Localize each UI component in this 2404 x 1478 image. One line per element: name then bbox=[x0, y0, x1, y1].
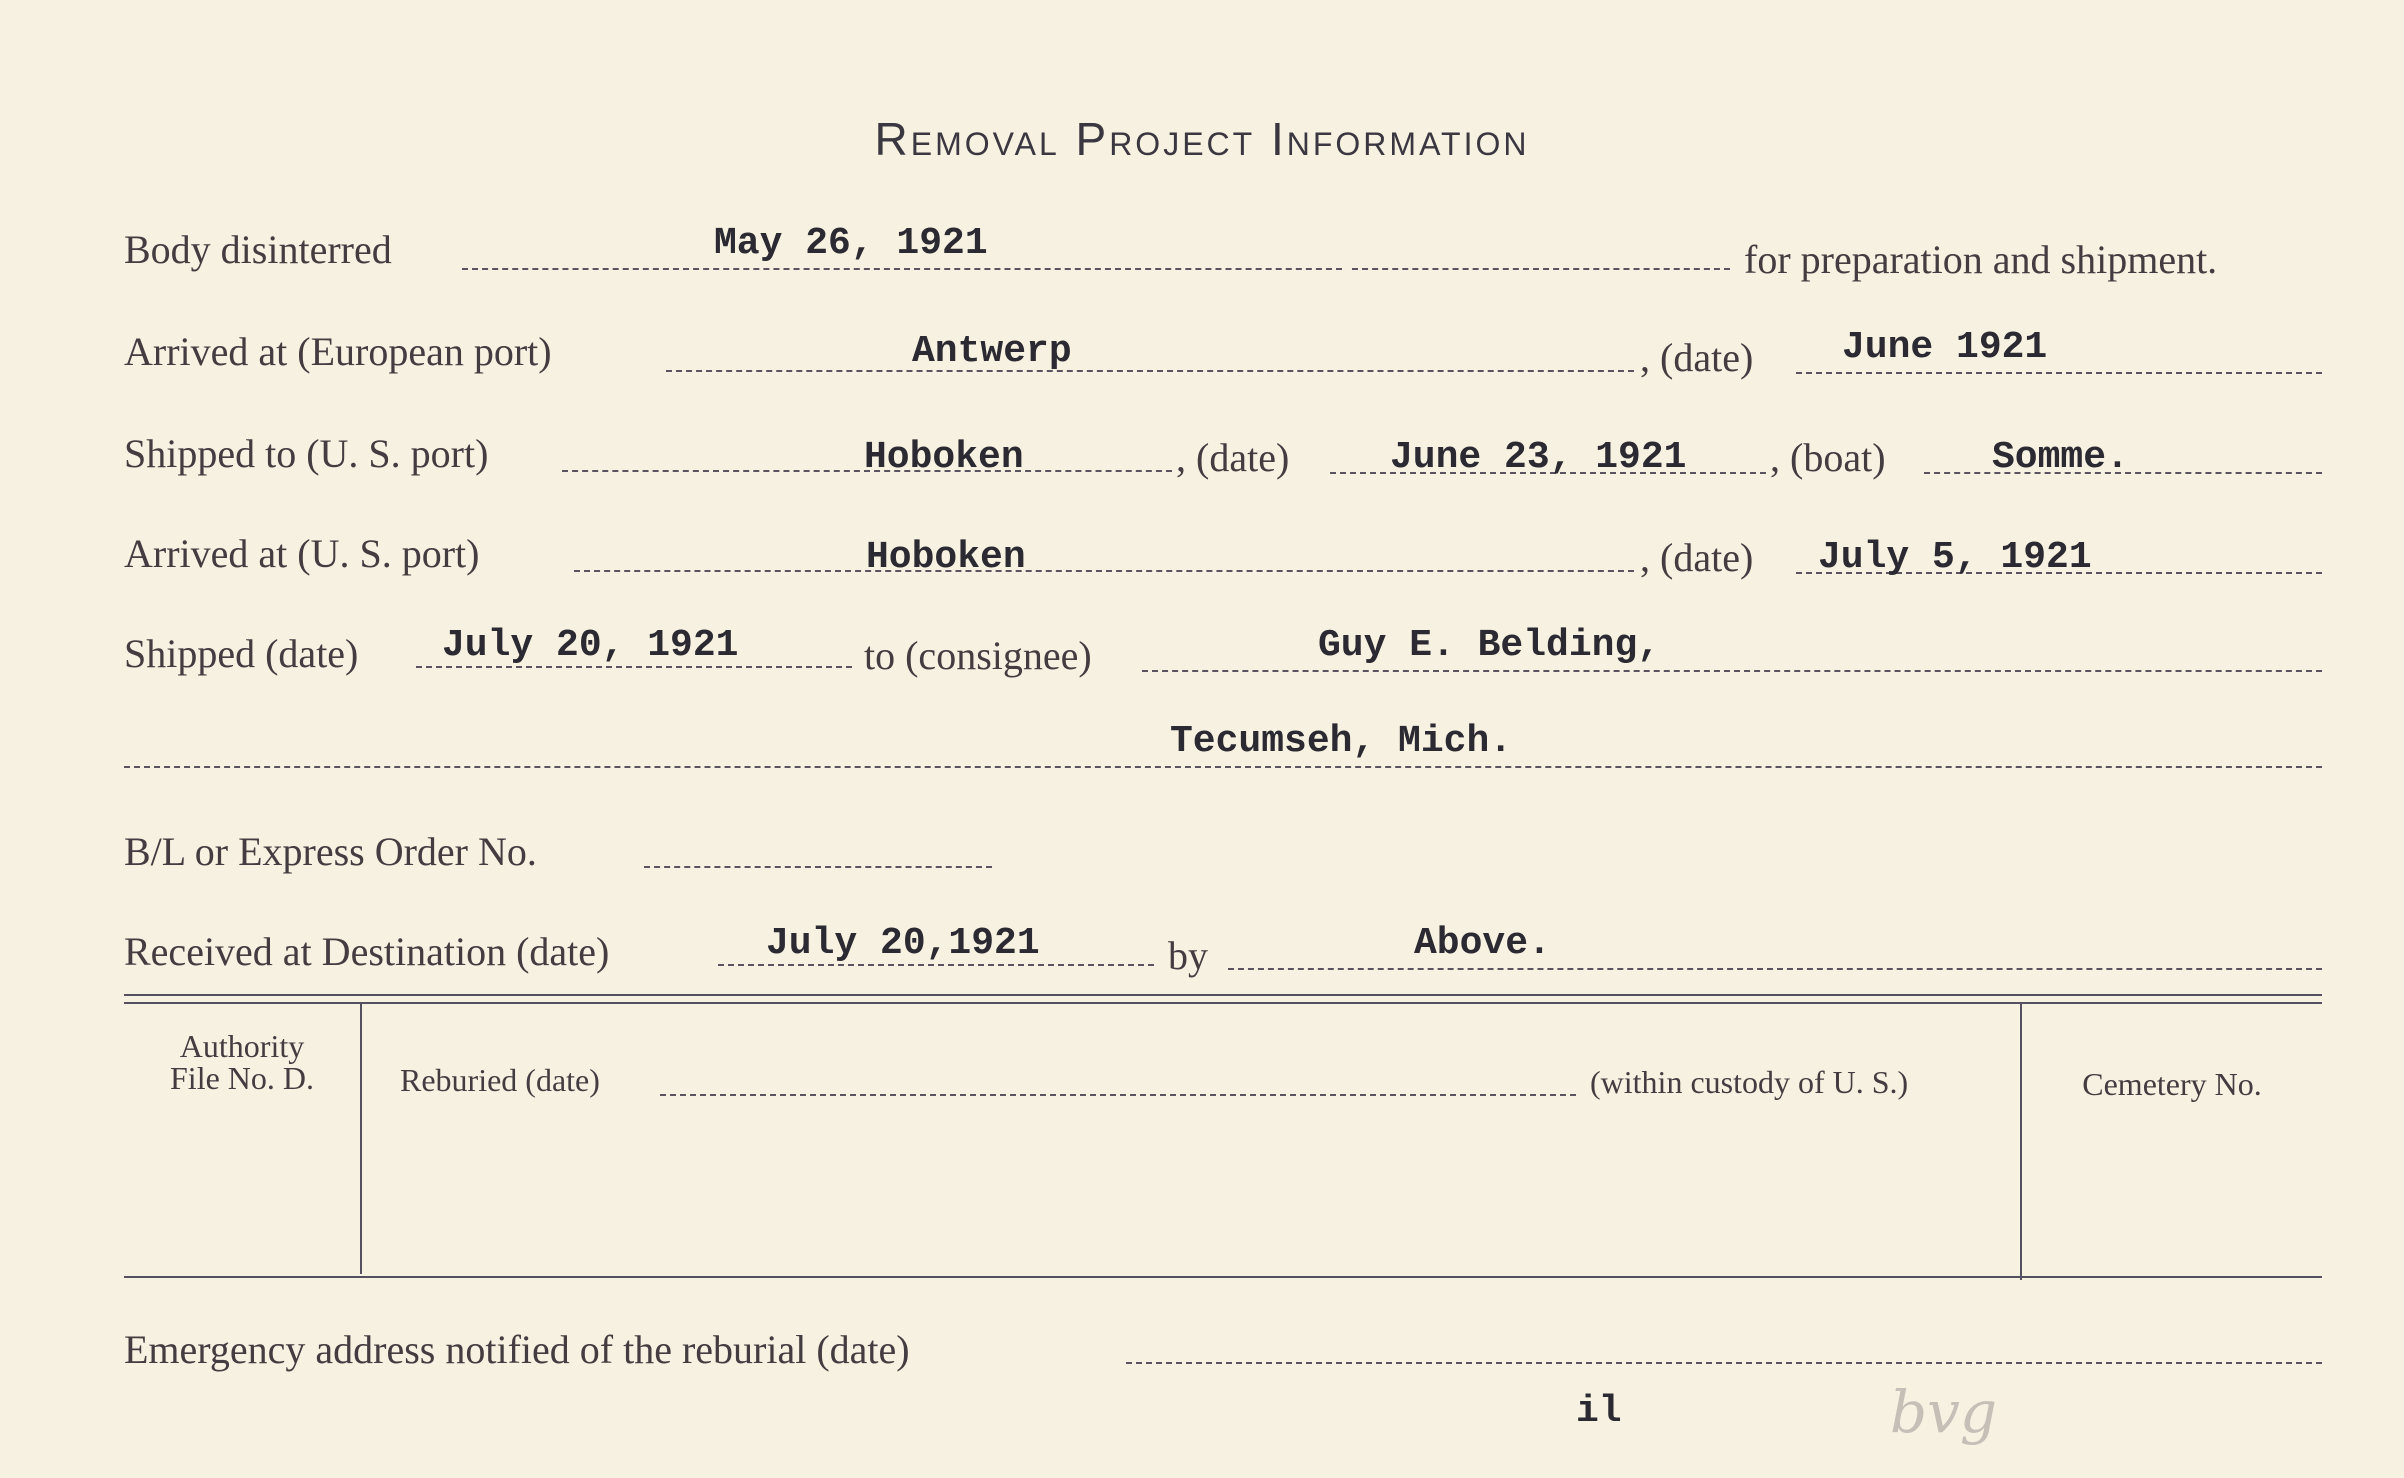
box-divider-left bbox=[360, 1004, 362, 1274]
received-by-value: Above. bbox=[1414, 922, 1551, 965]
label-within-custody: (within custody of U. S.) bbox=[1590, 1064, 1909, 1100]
label-bl-order: B/L or Express Order No. bbox=[124, 829, 537, 874]
label-arrived-european: Arrived at (European port) bbox=[124, 329, 552, 374]
label-emergency: Emergency address notified of the reburial (date) bbox=[124, 1327, 910, 1372]
label-to-consignee: to (consignee) bbox=[864, 633, 1092, 678]
label-shipped-date: , (date) bbox=[1176, 435, 1290, 480]
box-divider-right bbox=[2020, 1004, 2022, 1280]
consignee-name-line bbox=[1142, 670, 2322, 672]
label-shipped-to-us: Shipped to (U. S. port) bbox=[124, 431, 489, 476]
reburied-date-line bbox=[660, 1094, 1576, 1096]
received-date-value: July 20,1921 bbox=[766, 922, 1040, 965]
box-top-rule-1 bbox=[124, 994, 2322, 996]
consignee-address-line bbox=[124, 766, 2322, 768]
emergency-date-line bbox=[1126, 1362, 2322, 1364]
consignee-address-value: Tecumseh, Mich. bbox=[1170, 720, 1513, 763]
european-port-value: Antwerp bbox=[912, 330, 1072, 373]
european-date-line bbox=[1796, 372, 2322, 374]
shipped-consignee-date-value: July 20, 1921 bbox=[442, 624, 739, 667]
label-boat: , (boat) bbox=[1770, 435, 1886, 480]
us-port-arrived-line bbox=[574, 570, 1634, 572]
box-bottom-rule bbox=[124, 1276, 2322, 1278]
disinterred-date-line bbox=[462, 268, 1342, 270]
label-european-date: , (date) bbox=[1640, 335, 1754, 380]
pencil-note: bvg bbox=[1890, 1378, 1998, 1446]
arrived-date-value: July 5, 1921 bbox=[1818, 536, 2092, 579]
label-authority: Authority bbox=[179, 1028, 305, 1064]
received-by-line bbox=[1228, 968, 2322, 970]
european-port-line bbox=[666, 370, 1634, 372]
box-top-rule-2 bbox=[124, 1002, 2322, 1004]
label-body-disinterred: Body disinterred bbox=[124, 227, 392, 272]
bl-order-line bbox=[644, 866, 992, 868]
label-by: by bbox=[1168, 933, 1208, 978]
disinterred-extra-line bbox=[1352, 268, 1730, 270]
label-received-dest: Received at Destination (date) bbox=[124, 929, 610, 974]
card-title: Removal Project Information bbox=[874, 113, 1530, 165]
boat-value: Somme. bbox=[1992, 436, 2129, 479]
label-for-preparation: for preparation and shipment. bbox=[1744, 237, 2218, 282]
label-arrived-date: , (date) bbox=[1640, 535, 1754, 580]
label-reburied: Reburied (date) bbox=[400, 1062, 600, 1098]
consignee-name-value: Guy E. Belding, bbox=[1318, 624, 1661, 667]
us-port-arrived-value: Hoboken bbox=[866, 536, 1026, 579]
shipped-date-value: June 23, 1921 bbox=[1390, 436, 1687, 479]
label-cemetery-no: Cemetery No. bbox=[2082, 1066, 2262, 1102]
label-file-no: File No. D. bbox=[170, 1060, 314, 1096]
label-arrived-us: Arrived at (U. S. port) bbox=[124, 531, 480, 576]
european-date-value: June 1921 bbox=[1842, 326, 2048, 369]
typed-initials: il bbox=[1576, 1390, 1622, 1433]
disinterred-date-value: May 26, 1921 bbox=[714, 222, 988, 265]
label-shipped-consignee-date: Shipped (date) bbox=[124, 631, 359, 676]
us-port-shipped-value: Hoboken bbox=[864, 436, 1024, 479]
